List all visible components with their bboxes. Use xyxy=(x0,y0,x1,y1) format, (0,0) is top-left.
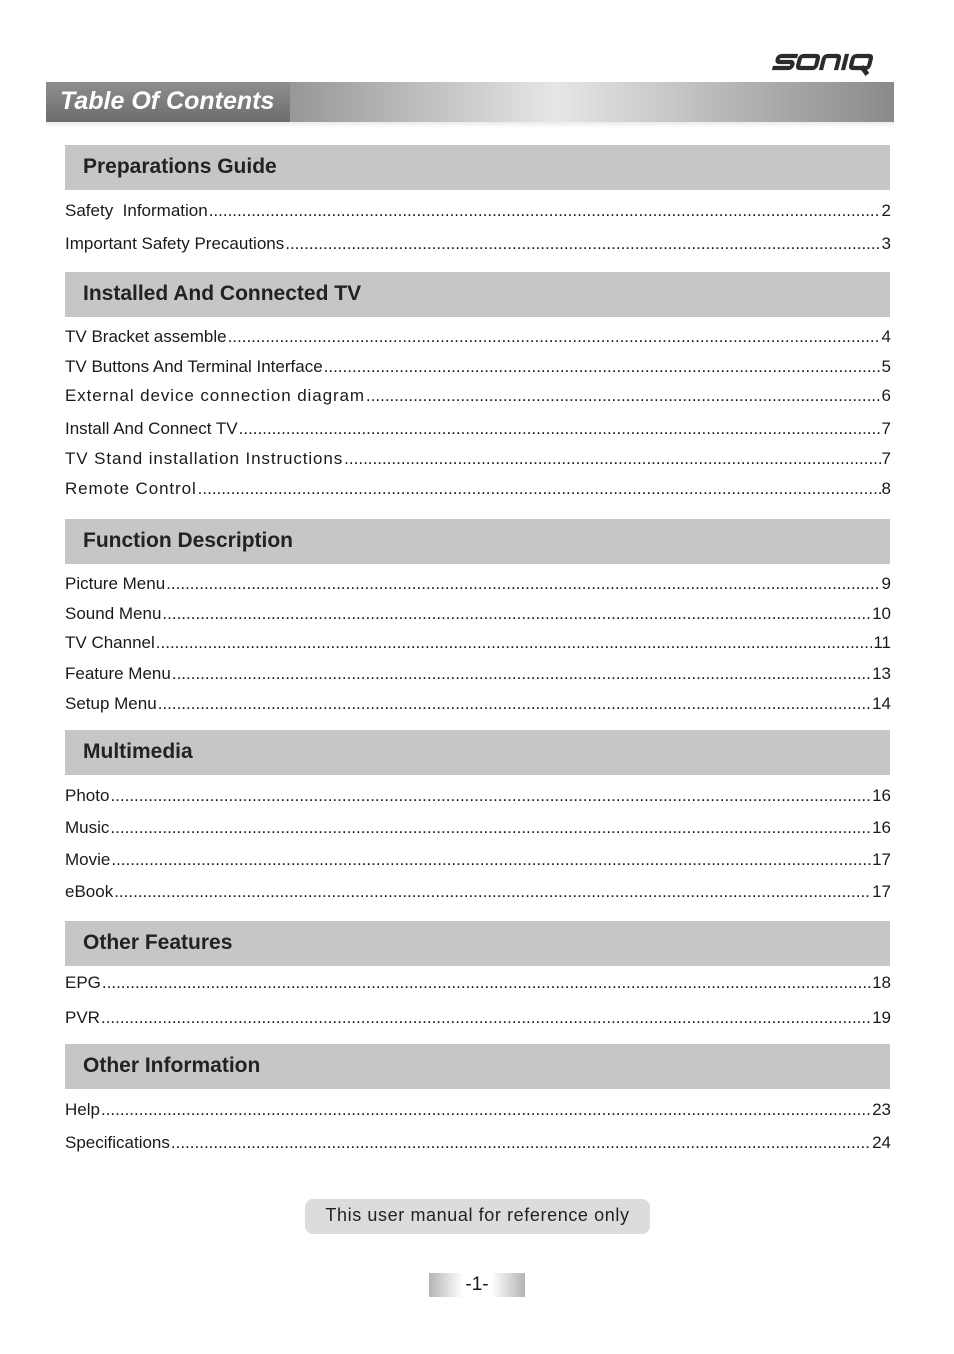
toc-entry-page: 9 xyxy=(881,574,891,593)
toc-entry-page: 16 xyxy=(872,818,891,837)
toc-entry-page: 14 xyxy=(872,694,891,713)
toc-entry-page: 17 xyxy=(872,882,891,901)
toc-entry-label: Help xyxy=(65,1100,100,1119)
page-number: -1- xyxy=(429,1273,525,1297)
toc-entry[interactable] xyxy=(65,818,891,842)
toc-entry-label: External device connection diagram xyxy=(65,386,365,405)
section-header-other-features xyxy=(65,921,890,966)
dot-leader xyxy=(324,357,881,377)
toc-entry-label: Install And Connect TV xyxy=(65,419,238,438)
toc-entry-label: Music xyxy=(65,818,110,837)
dot-leader xyxy=(366,386,881,406)
toc-entry-label: Movie xyxy=(65,850,111,869)
toc-entry-page: 6 xyxy=(881,386,891,405)
toc-entry[interactable] xyxy=(65,850,891,874)
toc-entry[interactable] xyxy=(65,604,891,628)
section-header-other-information xyxy=(65,1044,890,1089)
dot-leader xyxy=(198,479,881,499)
section-header-function-description xyxy=(65,519,890,564)
toc-entry[interactable] xyxy=(65,449,891,473)
page-title: Table Of Contents xyxy=(60,87,275,115)
dot-leader xyxy=(344,449,880,469)
dot-leader xyxy=(111,850,871,870)
toc-entry-page: 19 xyxy=(872,1008,891,1027)
dot-leader xyxy=(114,882,871,902)
toc-entry-label: Safety Information xyxy=(65,201,208,220)
toc-entry-page: 11 xyxy=(873,633,891,652)
dot-leader xyxy=(239,419,881,439)
dot-leader xyxy=(101,1008,871,1028)
toc-entry-page: 10 xyxy=(872,604,891,623)
toc-entry[interactable] xyxy=(65,786,891,810)
toc-entry-label: EPG xyxy=(65,973,101,992)
toc-entry-label: eBook xyxy=(65,882,114,901)
dot-leader xyxy=(158,694,871,714)
section-title: Other Information xyxy=(83,1054,261,1077)
toc-entry-label: Important Safety Precautions xyxy=(65,234,285,253)
section-title: Function Description xyxy=(83,529,293,552)
soniq-logo-mark xyxy=(770,46,880,82)
toc-entry-label: Picture Menu xyxy=(65,574,166,593)
toc-entry[interactable] xyxy=(65,1133,891,1157)
section-title: Installed And Connected TV xyxy=(83,282,362,305)
dot-leader xyxy=(166,574,880,594)
section-title: Preparations Guide xyxy=(83,155,277,178)
toc-entry-page: 7 xyxy=(881,419,891,438)
toc-entry-label: TV Bracket assemble xyxy=(65,327,227,346)
toc-entry-page: 8 xyxy=(881,479,891,498)
dot-leader xyxy=(156,633,873,653)
toc-entry[interactable] xyxy=(65,1008,891,1032)
toc-entry-label: Specifications xyxy=(65,1133,170,1152)
reference-note: This user manual for reference only xyxy=(305,1199,650,1234)
toc-entry-label: Remote Control xyxy=(65,479,197,498)
toc-entry-label: Photo xyxy=(65,786,110,805)
toc-entry[interactable] xyxy=(65,419,891,443)
toc-entry[interactable] xyxy=(65,357,891,381)
toc-entry[interactable] xyxy=(65,234,891,258)
toc-entry[interactable] xyxy=(65,633,891,657)
toc-entry-label: Feature Menu xyxy=(65,664,171,683)
toc-entry-page: 2 xyxy=(881,201,891,220)
toc-entry[interactable] xyxy=(65,1100,891,1124)
section-title: Multimedia xyxy=(83,740,193,763)
toc-entry[interactable] xyxy=(65,386,891,410)
toc-entry-label: TV Stand installation Instructions xyxy=(65,449,344,468)
toc-entry[interactable] xyxy=(65,664,891,688)
toc-entry-page: 23 xyxy=(872,1100,891,1119)
dot-leader xyxy=(101,1100,871,1120)
toc-entry[interactable] xyxy=(65,479,891,503)
dot-leader xyxy=(172,664,871,684)
toc-entry-page: 5 xyxy=(881,357,891,376)
dot-leader xyxy=(162,604,871,624)
section-title: Other Features xyxy=(83,931,233,954)
toc-entry[interactable] xyxy=(65,882,891,906)
dot-leader xyxy=(110,818,871,838)
dot-leader xyxy=(171,1133,871,1153)
toc-entry-page: 7 xyxy=(881,449,891,468)
section-header-preparations-guide xyxy=(65,145,890,190)
toc-entry-page: 4 xyxy=(881,327,891,346)
dot-leader xyxy=(209,201,881,221)
toc-entry-label: Sound Menu xyxy=(65,604,162,623)
toc-entry-label: TV Channel xyxy=(65,633,155,652)
dot-leader xyxy=(102,973,871,993)
toc-entry[interactable] xyxy=(65,694,891,718)
toc-entry[interactable] xyxy=(65,327,891,351)
dot-leader xyxy=(110,786,871,806)
section-header-multimedia xyxy=(65,730,890,775)
toc-entry-label: PVR xyxy=(65,1008,100,1027)
soniq-logo xyxy=(770,46,880,82)
toc-entry-page: 24 xyxy=(872,1133,891,1152)
dot-leader xyxy=(285,234,880,254)
toc-entry-page: 17 xyxy=(872,850,891,869)
dot-leader xyxy=(228,327,881,347)
toc-entry-page: 16 xyxy=(872,786,891,805)
toc-entry-label: Setup Menu xyxy=(65,694,157,713)
section-header-installed-connected-tv xyxy=(65,272,890,317)
toc-entry-label: TV Buttons And Terminal Interface xyxy=(65,357,323,376)
toc-entry-page: 18 xyxy=(872,973,891,992)
toc-entry[interactable] xyxy=(65,973,891,997)
toc-entry-page: 13 xyxy=(872,664,891,683)
toc-entry[interactable] xyxy=(65,574,891,598)
toc-entry-page: 3 xyxy=(881,234,891,253)
toc-entry[interactable] xyxy=(65,201,891,225)
